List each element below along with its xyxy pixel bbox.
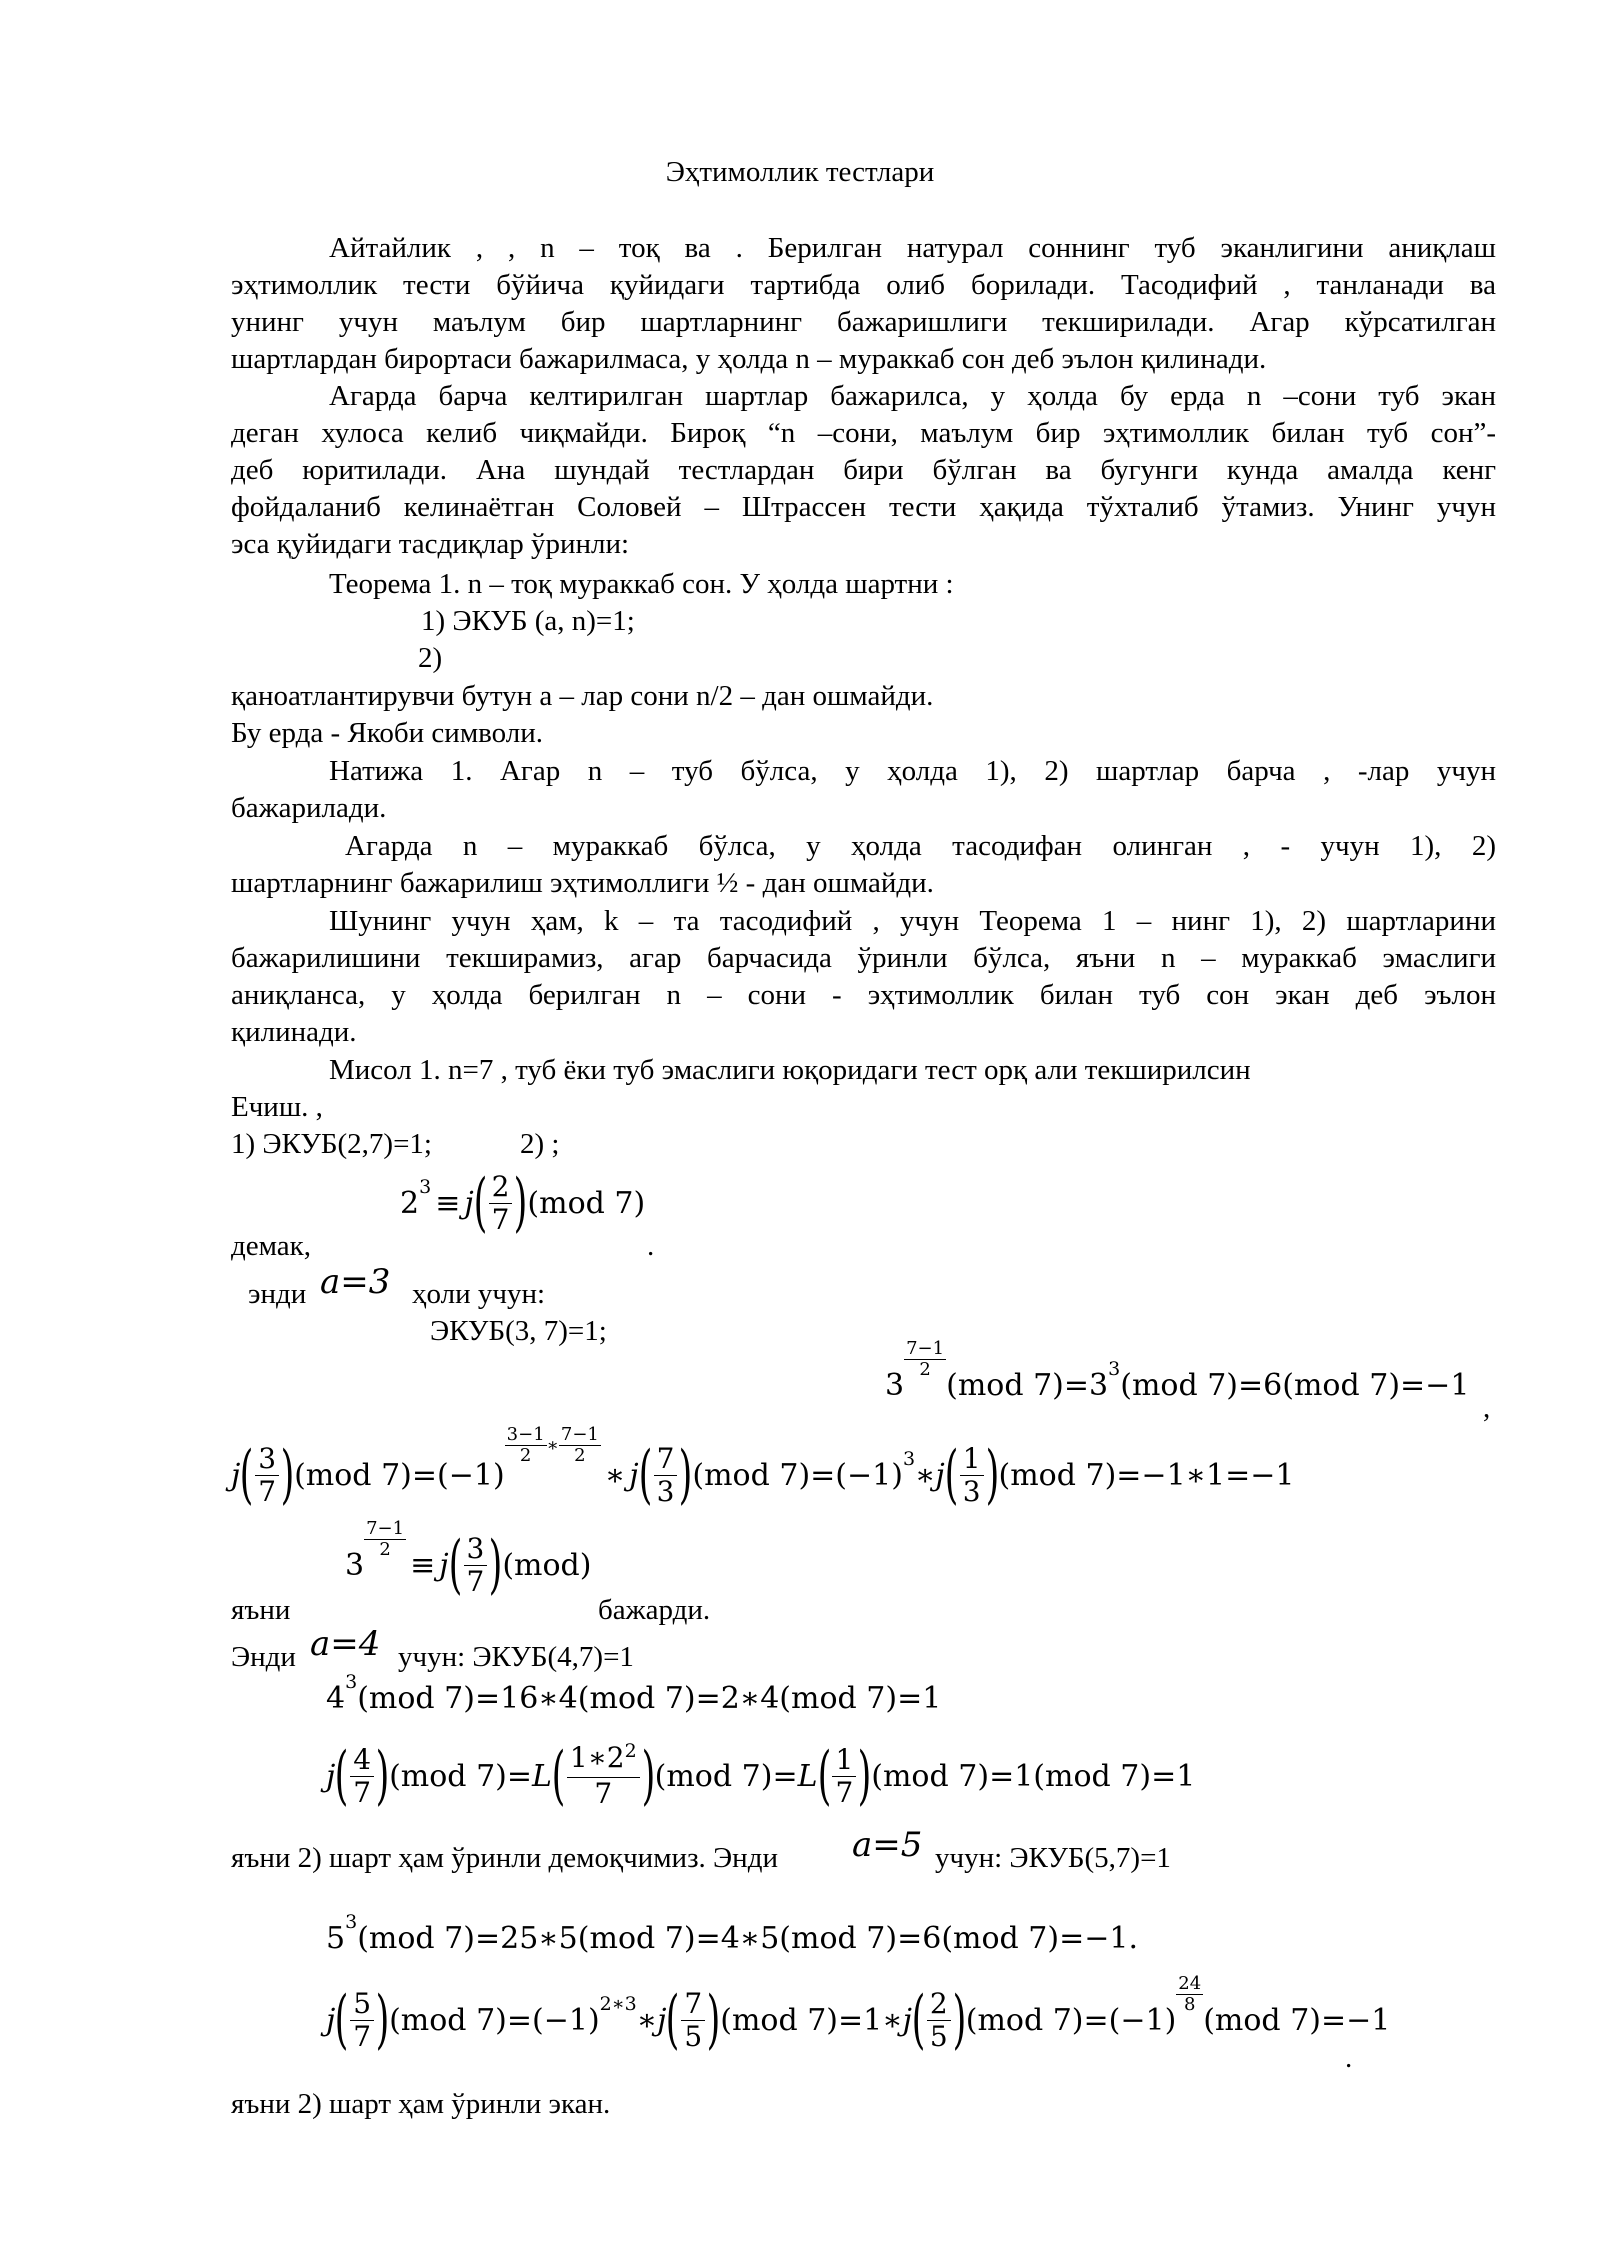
p3-line-4: қилинади. (231, 1016, 357, 1048)
a-equals-4: a=4 (310, 1624, 381, 1664)
ekub-3-7: ЭКУБ(3, 7)=1; (430, 1315, 607, 1347)
theorem-1: Теорема 1. n – тоқ мураккаб сон. У ҳолда шартни : (329, 568, 954, 600)
equation-5: 4 3 ( mod 7 ) =16∗4 ( mod 7 ) =2∗4 ( mod 7 ) =1 (326, 1671, 942, 1716)
equation-6: j ( $\frac{4}{7}$ ) ( mod 7 ) = L ( $\frac{1∗2^2}{7}$ ) ( mod 7 ) = L ( $\frac{1}{7}$ ) ( mod 7 ) =1 ( mod 7 ) =1 (326, 1739, 1196, 1813)
a-equals-5: a=5 (852, 1825, 923, 1865)
bajardi-label: бажарди. (598, 1594, 711, 1626)
p1-line-2: эҳтимоллик тести бўйича қуйидаги тартибда олиб борилади. Тасодифий , танланади ва (231, 269, 1496, 301)
p2-line-5: эса қуйидаги тасдиқлар ўринли: (231, 528, 630, 560)
equation-4: 3 $\frac{7-1}{2}$ ≡ j ( $\frac{3}{7}$ ) ( mod ) (345, 1517, 592, 1602)
uchun-5-label: учун: ЭКУБ(5,7)=1 (935, 1842, 1171, 1874)
condition-count-line: қаноатлантирувчи бутун a – лар сони n/2 – дан ошмайди. (231, 680, 934, 712)
step-1b: 2) ; (520, 1128, 560, 1160)
equation-1: 2 3 ≡ j ( $\frac{2}{7}$ ) ( mod 7 ) (400, 1166, 646, 1240)
uchun-4-label: учун: ЭКУБ(4,7)=1 (398, 1641, 634, 1673)
final-line: яъни 2) шарт ҳам ўринли экан. (231, 2088, 611, 2120)
eq8-dot: . (1345, 2042, 1353, 2074)
p2-line-2: деган хулоса келиб чиқмайди. Бироқ “n –сони, маълум бир эҳтимоллик билан туб сон”- (231, 417, 1496, 449)
example-1: Мисол 1. n=7 , туб ёки туб эмаслиги юқоридаги тест орқ али текширилсин (329, 1054, 1251, 1086)
step-1: 1) ЭКУБ(2,7)=1; (231, 1128, 432, 1160)
demak-dot: . (647, 1230, 655, 1262)
equation-3: j ( $\frac{3}{7}$ ) ( mod 7 ) =(−1) $\frac{3-1}{2}$ ∗ $\frac{7-1}{2}$ ∗ j ( $\frac{7}{3}$ ) ( mod 7 ) =(−1) 3 ∗ j ( $\frac{1}{3}$ ) ( mod 7 ) =−1∗1=−1 (231, 1423, 1295, 1512)
p2-line-3: деб юритилади. Ана шундай тестлардан бири бўлган ва бугунги кунда амалда кенг (231, 454, 1496, 486)
solution-label: Ечиш. , (231, 1091, 323, 1123)
p2-line-1: Агарда барча келтирилган шартлар бажарилса, у ҳолда бу ерда n –сони туб экан (329, 380, 1496, 412)
condition-2: 2) (418, 642, 443, 674)
p1-line-1: Айтайлик , , n – тоқ ва . Берилган натурал соннинг туб эканлигини аниқлаш (329, 232, 1496, 264)
corollary-1-line-2: бажарилади. (231, 792, 387, 824)
p3-line-3: аниқланса, у ҳолда берилган n – сони - эҳтимоллик билан туб сон экан деб эълон (231, 979, 1496, 1011)
yani-label: яъни (231, 1594, 291, 1626)
p2-line-4: фойдаланиб келинаётган Соловей – Штрассен тести ҳақида тўхталиб ўтамиз. Унинг учун (231, 491, 1496, 523)
equation-8: j ( $\frac{5}{7}$ ) ( mod 7 ) =(−1) 2∗3 ∗ j ( $\frac{7}{5}$ ) ( mod 7 ) =1∗ j ( $\frac{2}{5}$ ) ( mod 7 ) =(−1) $\frac{24}{8}$ ( mod 7 ) =−1 (326, 1972, 1391, 2057)
p3-line-1: Шунинг учун ҳам, k – та тасодифий , учун Теорема 1 – нинг 1), 2) шартларини (329, 905, 1496, 937)
p1-line-3: унинг учун маълум бир шартларнинг бажаришлиги текширилади. Агар кўрсатилган (231, 306, 1496, 338)
jacobi-line: Бу ерда - Якоби символи. (231, 717, 544, 749)
demak-label: демак, (231, 1230, 311, 1262)
yani-2-line: яъни 2) шарт ҳам ўринли демоқчимиз. Энди (231, 1842, 778, 1874)
corollary-2-line-1: Агарда n – мураккаб бўлса, у ҳолда тасодифан олинган , - учун 1), 2) (345, 830, 1496, 862)
holi-label: ҳоли учун: (412, 1278, 546, 1310)
equation-2: 3 $\frac{7-1}{2}$ ( mod 7 ) =3 3 ( mod 7 ) =6 ( mod 7 ) =−1 (885, 1337, 1470, 1403)
p3-line-2: бажарилишини текширамиз, агар барчасида ўринли бўлса, яъни n – мураккаб эмаслиги (231, 942, 1496, 974)
endi-label: энди (248, 1278, 307, 1310)
a-equals-3: a=3 (320, 1262, 391, 1302)
endi-4-label: Энди (231, 1641, 296, 1673)
eq2-comma: , (1483, 1392, 1491, 1424)
corollary-1-line-1: Натижа 1. Агар n – туб бўлса, у ҳолда 1), 2) шартлар барча , -лар учун (329, 755, 1496, 787)
condition-1: 1) ЭКУБ (a, n)=1; (421, 605, 635, 637)
equation-7: 5 3 ( mod 7 ) =25∗5 ( mod 7 ) =4∗5 ( mod 7 ) =6 ( mod 7 ) =−1 . (326, 1911, 1139, 1956)
page-title: Эҳтимоллик тестлари (665, 156, 935, 188)
p1-line-4: шартлардан бирортаси бажарилмаса, у ҳолда n – мураккаб сон деб эълон қилинади. (231, 343, 1267, 375)
corollary-2-line-2: шартларнинг бажарилиш эҳтимоллиги ½ - дан ошмайди. (231, 867, 934, 899)
